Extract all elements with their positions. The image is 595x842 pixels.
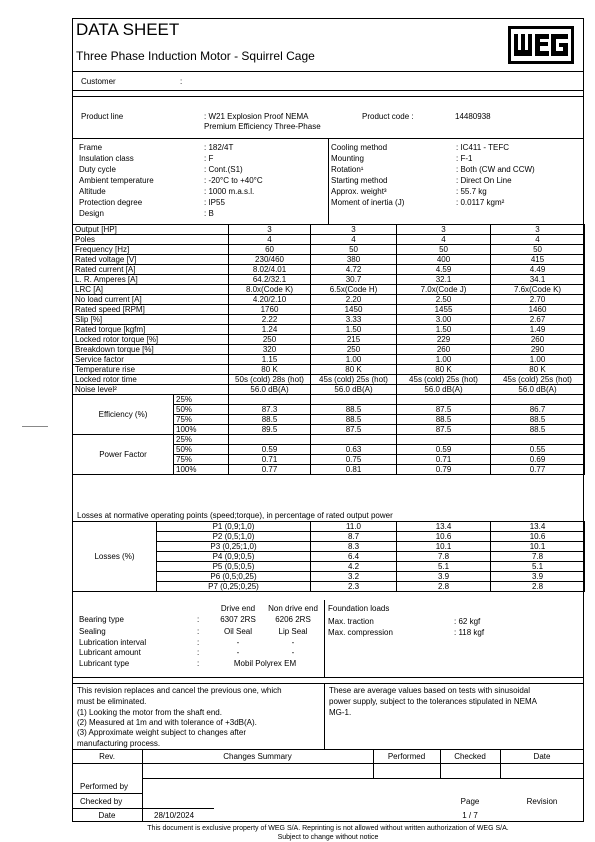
table-cell: 10.6 (397, 532, 491, 542)
foundation-label: Max. traction (328, 617, 374, 626)
table-cell: 4.59 (397, 265, 491, 275)
footer-notice: Subject to change without notice (277, 834, 379, 841)
table-cell: 3 (311, 225, 397, 235)
power-factor-label: Power Factor (73, 435, 174, 475)
product-line-label: Product line (81, 112, 124, 121)
page-title: DATA SHEET (76, 20, 180, 39)
table-cell: 6.4 (311, 552, 397, 562)
bearing-de: Oil Seal (223, 627, 252, 636)
spec-value: : Direct On Line (456, 176, 512, 185)
spec-label: Duty cycle (79, 165, 116, 174)
table-cell: 3 (229, 225, 311, 235)
checked-label: Checked (454, 752, 486, 761)
spec-label: Ambient temperature (79, 176, 154, 185)
bearing-de: 6307 2RS (220, 615, 256, 624)
non-drive-end-header: Non drive end (268, 604, 318, 613)
note-line: These are average values based on tests with sinusoidal (329, 686, 531, 695)
notes-top-divider (72, 683, 584, 684)
table-cell: 56.0 dB(A) (311, 385, 397, 395)
table-cell (229, 435, 311, 445)
foundation-title: Foundation loads (328, 604, 390, 613)
table-cell: 1.50 (397, 325, 491, 335)
row-label: Rated voltage [V] (73, 255, 229, 265)
table-cell: 4.2 (311, 562, 397, 572)
table-cell (491, 395, 585, 405)
product-code-value: 14480938 (455, 112, 491, 121)
load-label: 25% (174, 435, 229, 445)
revision-label: Revision (526, 797, 558, 806)
table-cell: 50 (491, 245, 585, 255)
row-label: Locked rotor torque [%] (73, 335, 229, 345)
table-cell (311, 395, 397, 405)
table-cell: 89.5 (229, 425, 311, 435)
table-cell: 3.2 (311, 572, 397, 582)
footer-copyright: This document is exclusive property of WEG S/A. Reprinting is not allowed without written authorization of WEG S/A. (147, 825, 509, 832)
table-cell: 13.4 (397, 522, 491, 532)
table-cell: 2.70 (491, 295, 585, 305)
load-label: 100% (174, 465, 229, 475)
table-cell: 7.6x(Code K) (491, 285, 585, 295)
table-row (73, 255, 585, 265)
table-cell: 80 K (397, 365, 491, 375)
table-cell: 10.1 (491, 542, 585, 552)
bearing-sep: : (197, 648, 200, 657)
table-cell: 3.00 (397, 315, 491, 325)
spec-label: Starting method (331, 176, 388, 185)
table-cell: 10.1 (397, 542, 491, 552)
bearing-nde: - (291, 648, 295, 657)
spec-value: : 55.7 kg (456, 187, 487, 196)
row-label: L. R. Amperes [A] (73, 275, 229, 285)
table-cell: 50 (397, 245, 491, 255)
table-cell (397, 435, 491, 445)
product-line-value: : W21 Explosion Proof NEMA (204, 112, 309, 121)
bearing-label: Bearing type (79, 615, 124, 624)
bearing-de: - (236, 648, 240, 657)
table-cell: 87.3 (229, 405, 311, 415)
rev-top (72, 749, 584, 750)
table-cell: 0.71 (397, 455, 491, 465)
table-cell: 45s (cold) 25s (hot) (491, 375, 585, 385)
table-cell: 1760 (229, 305, 311, 315)
performed-by-label: Performed by (80, 782, 129, 791)
operating-point: P7 (0,25;0,25) (157, 582, 311, 592)
table-cell: 2.67 (491, 315, 585, 325)
row-label: Frequency [Hz] (73, 245, 229, 255)
table-cell: 56.0 dB(A) (491, 385, 585, 395)
table-cell: 8.3 (311, 542, 397, 552)
table-row (73, 235, 585, 245)
rev-label: Rev. (99, 752, 115, 761)
date-value: 28/10/2024 (154, 811, 195, 820)
table-row (73, 345, 585, 355)
table-cell: 1.49 (491, 325, 585, 335)
rev-row-divider (142, 778, 584, 779)
spec-label: Moment of inertia (J) (331, 198, 405, 207)
table-cell: 50s (cold) 28s (hot) (229, 375, 311, 385)
note-line: This revision replaces and cancel the previous one, which (77, 686, 282, 695)
table-cell (397, 395, 491, 405)
operating-point: P4 (0,9;0,5) (157, 552, 311, 562)
spec-value: : IP55 (204, 198, 225, 207)
note-line: MG-1. (329, 708, 352, 717)
table-cell: 2.8 (397, 582, 491, 592)
bearing-nde: 6206 2RS (275, 615, 311, 624)
table-cell: 30.7 (311, 275, 397, 285)
spec-label: Mounting (331, 154, 364, 163)
table-cell: 1460 (491, 305, 585, 315)
table-row (73, 245, 585, 255)
spec-value: : Cont.(S1) (204, 165, 243, 174)
table-cell: 1.00 (491, 355, 585, 365)
table-cell (229, 395, 311, 405)
spec-value: : 0.0117 kgm² (456, 198, 505, 207)
foundation-label: Max. compression (328, 628, 393, 637)
table-row (73, 395, 585, 405)
date-header-label: Date (533, 752, 551, 761)
operating-point: P1 (0,9;1,0) (157, 522, 311, 532)
rev-row-divider (72, 793, 142, 794)
spec-value: : F (204, 154, 214, 163)
table-cell: 4 (311, 235, 397, 245)
table-cell: 2.50 (397, 295, 491, 305)
table-cell: 0.79 (397, 465, 491, 475)
table-cell: 88.5 (491, 415, 585, 425)
specs-divider (328, 138, 329, 225)
spec-label: Design (79, 209, 104, 218)
operating-point: P6 (0,5;0,25) (157, 572, 311, 582)
table-cell: 8.02/4.01 (229, 265, 311, 275)
table-cell: 250 (311, 345, 397, 355)
table-cell: 4.49 (491, 265, 585, 275)
table-cell: 2.3 (311, 582, 397, 592)
checked-by-label: Checked by (80, 797, 123, 806)
table-cell: 80 K (229, 365, 311, 375)
spec-label: Approx. weight³ (331, 187, 387, 196)
row-label: Noise level² (73, 385, 229, 395)
spec-value: : F-1 (456, 154, 473, 163)
foundation-value: : 62 kgf (454, 617, 481, 626)
table-row (73, 295, 585, 305)
table-cell: 64.2/32.1 (229, 275, 311, 285)
spec-label: Frame (79, 143, 103, 152)
table-cell: 415 (491, 255, 585, 265)
product-line-value-2: Premium Efficiency Three-Phase (204, 122, 321, 131)
row-label: Rated current [A] (73, 265, 229, 275)
table-cell: 290 (491, 345, 585, 355)
table-cell: 56.0 dB(A) (397, 385, 491, 395)
table-row (73, 265, 585, 275)
note-line: (3) Approximate weight subject to changes after (77, 728, 246, 737)
operating-point: P3 (0,25;1,0) (157, 542, 311, 552)
table-cell: 3 (397, 225, 491, 235)
table-row (73, 305, 585, 315)
table-cell: 45s (cold) 25s (hot) (397, 375, 491, 385)
note-line: (2) Measured at 1m and with tolerance of +3dB(A). (77, 718, 257, 727)
lubricant-sep: : (197, 659, 200, 668)
losses-label: Losses (%) (73, 522, 157, 592)
spec-label: Cooling method (331, 143, 388, 152)
row-label: Breakdown torque [%] (73, 345, 229, 355)
note-line: manufacturing process. (77, 739, 161, 748)
table-cell: 3.33 (311, 315, 397, 325)
row-label: Poles (73, 235, 229, 245)
table-row (73, 355, 585, 365)
table-cell: 7.8 (491, 552, 585, 562)
table-cell: 3.9 (397, 572, 491, 582)
table-cell: 3.9 (491, 572, 585, 582)
header-divider (72, 71, 584, 72)
losses-table (72, 521, 585, 592)
page-label: Page (460, 797, 480, 806)
table-cell: 6.5x(Code H) (311, 285, 397, 295)
table-cell: 0.63 (311, 445, 397, 455)
table-row (73, 375, 585, 385)
table-cell: 45s (cold) 25s (hot) (311, 375, 397, 385)
table-cell: 260 (491, 335, 585, 345)
table-cell (311, 435, 397, 445)
spec-value: : IC411 - TEFC (456, 143, 510, 152)
table-cell: 80 K (311, 365, 397, 375)
table-cell: 1.15 (229, 355, 311, 365)
table-cell: 87.5 (397, 405, 491, 415)
row-label: Rated torque [kgfm] (73, 325, 229, 335)
operating-point: P2 (0,5;1,0) (157, 532, 311, 542)
load-label: 50% (174, 445, 229, 455)
spec-label: Insulation class (79, 154, 134, 163)
table-cell (491, 435, 585, 445)
load-label: 75% (174, 455, 229, 465)
table-row (73, 335, 585, 345)
table-cell: 1455 (397, 305, 491, 315)
losses-title: Losses at normative operating points (speed;torque), in percentage of rated output power (77, 511, 393, 520)
table-row (73, 365, 585, 375)
table-row (73, 275, 585, 285)
weg-logo-icon (508, 26, 574, 64)
load-label: 75% (174, 415, 229, 425)
performed-label: Performed (387, 752, 426, 761)
foundation-value: : 118 kgf (454, 628, 485, 637)
table-cell: 4.72 (311, 265, 397, 275)
spec-value: : -20°C to +40°C (204, 176, 263, 185)
table-cell: 5.1 (397, 562, 491, 572)
table-cell: 1.24 (229, 325, 311, 335)
bearing-label: Sealing (79, 627, 106, 636)
table-cell: 2.22 (229, 315, 311, 325)
load-label: 50% (174, 405, 229, 415)
table-cell: 0.59 (229, 445, 311, 455)
table-cell: 87.5 (311, 425, 397, 435)
note-line: must be eliminated. (77, 697, 147, 706)
table-cell: 13.4 (491, 522, 585, 532)
table-cell: 32.1 (397, 275, 491, 285)
spec-value: : Both (CW and CCW) (456, 165, 535, 174)
row-label: LRC [A] (73, 285, 229, 295)
product-top-divider (72, 96, 584, 97)
row-label: Service factor (73, 355, 229, 365)
table-cell: 8.7 (311, 532, 397, 542)
table-cell: 3 (491, 225, 585, 235)
table-cell: 2.8 (491, 582, 585, 592)
rev-header-bottom (72, 763, 584, 764)
drive-end-header: Drive end (220, 604, 256, 613)
table-cell: 400 (397, 255, 491, 265)
bearing-bottom-divider (72, 677, 584, 678)
table-row (73, 435, 585, 445)
table-cell: 2.20 (311, 295, 397, 305)
table-row (73, 285, 585, 295)
table-cell: 11.0 (311, 522, 397, 532)
table-cell: 50 (311, 245, 397, 255)
table-cell: 250 (229, 335, 311, 345)
spec-value: : B (204, 209, 214, 218)
row-label: Locked rotor time (73, 375, 229, 385)
table-row (73, 315, 585, 325)
table-cell: 0.55 (491, 445, 585, 455)
table-cell: 229 (397, 335, 491, 345)
table-cell: 0.75 (311, 455, 397, 465)
bearing-nde: - (291, 638, 295, 647)
table-cell: 1.00 (311, 355, 397, 365)
lubricant-value: Mobil Polyrex EM (233, 659, 297, 668)
table-cell: 4.20/2.10 (229, 295, 311, 305)
table-cell: 0.59 (397, 445, 491, 455)
row-label: Temperature rise (73, 365, 229, 375)
table-cell: 230/460 (229, 255, 311, 265)
table-cell: 215 (311, 335, 397, 345)
table-cell: 56.0 dB(A) (229, 385, 311, 395)
bearing-de: - (236, 638, 240, 647)
table-cell: 88.5 (311, 415, 397, 425)
table-cell: 88.5 (491, 425, 585, 435)
row-label: Output [HP] (73, 225, 229, 235)
table-cell: 80 K (491, 365, 585, 375)
table-cell: 86.7 (491, 405, 585, 415)
changes-summary-label: Changes Summary (223, 752, 292, 761)
table-cell: 0.77 (229, 465, 311, 475)
customer-divider (72, 90, 584, 91)
table-cell: 380 (311, 255, 397, 265)
bearing-nde: Lip Seal (278, 627, 308, 636)
table-cell: 1.00 (397, 355, 491, 365)
table-cell: 34.1 (491, 275, 585, 285)
table-cell: 87.5 (397, 425, 491, 435)
bearing-sep: : (197, 638, 200, 647)
table-cell: 88.5 (229, 415, 311, 425)
spec-value: : 182/4T (204, 143, 234, 152)
table-cell: 320 (229, 345, 311, 355)
table-row (73, 225, 585, 235)
table-cell: 0.69 (491, 455, 585, 465)
page-subtitle: Three Phase Induction Motor - Squirrel Cage (76, 49, 315, 63)
bearing-divider (324, 600, 325, 678)
table-cell: 88.5 (397, 415, 491, 425)
table-cell: 0.77 (491, 465, 585, 475)
bearing-sep: : (197, 627, 200, 636)
table-cell: 10.6 (491, 532, 585, 542)
table-cell: 60 (229, 245, 311, 255)
table-cell: 4 (229, 235, 311, 245)
row-label: No load current [A] (73, 295, 229, 305)
table-cell: 0.71 (229, 455, 311, 465)
rev-row-divider (72, 808, 214, 809)
spec-label: Rotation¹ (331, 165, 364, 174)
table-cell: 260 (397, 345, 491, 355)
load-label: 25% (174, 395, 229, 405)
table-cell: 7.8 (397, 552, 491, 562)
customer-separator: : (180, 77, 183, 86)
table-cell: 1450 (311, 305, 397, 315)
table-cell: 8.0x(Code K) (229, 285, 311, 295)
row-label: Slip [%] (73, 315, 229, 325)
table-cell: 1.50 (311, 325, 397, 335)
table-row (73, 385, 585, 395)
note-line: (1) Looking the motor from the shaft end. (77, 708, 222, 717)
date-row-label: Date (98, 811, 116, 820)
table-cell: 0.81 (311, 465, 397, 475)
table-row (73, 522, 585, 532)
table-cell: 5.1 (491, 562, 585, 572)
spec-value: : 1000 m.a.s.l. (204, 187, 255, 196)
product-code-label: Product code : (362, 112, 414, 121)
performance-table (72, 224, 585, 475)
efficiency-label: Efficiency (%) (73, 395, 174, 435)
notes-divider (324, 683, 325, 749)
operating-point: P5 (0,5;0,5) (157, 562, 311, 572)
table-cell: 4 (491, 235, 585, 245)
bearing-sep: : (197, 615, 200, 624)
note-line: power supply, subject to the tolerances stipulated in NEMA (329, 697, 537, 706)
spec-label: Altitude (79, 187, 106, 196)
row-label: Rated speed [RPM] (73, 305, 229, 315)
page-value: 1 / 7 (462, 811, 478, 820)
bearing-label: Lubricant amount (79, 648, 141, 657)
bearing-label: Lubrication interval (79, 638, 147, 647)
table-cell: 4 (397, 235, 491, 245)
table-cell: 7.0x(Code J) (397, 285, 491, 295)
customer-label: Customer (81, 77, 116, 86)
lubricant-label: Lubricant type (79, 659, 130, 668)
load-label: 100% (174, 425, 229, 435)
spec-label: Protection degree (79, 198, 143, 207)
margin-mark (22, 426, 48, 427)
table-cell: 88.5 (311, 405, 397, 415)
table-row (73, 325, 585, 335)
